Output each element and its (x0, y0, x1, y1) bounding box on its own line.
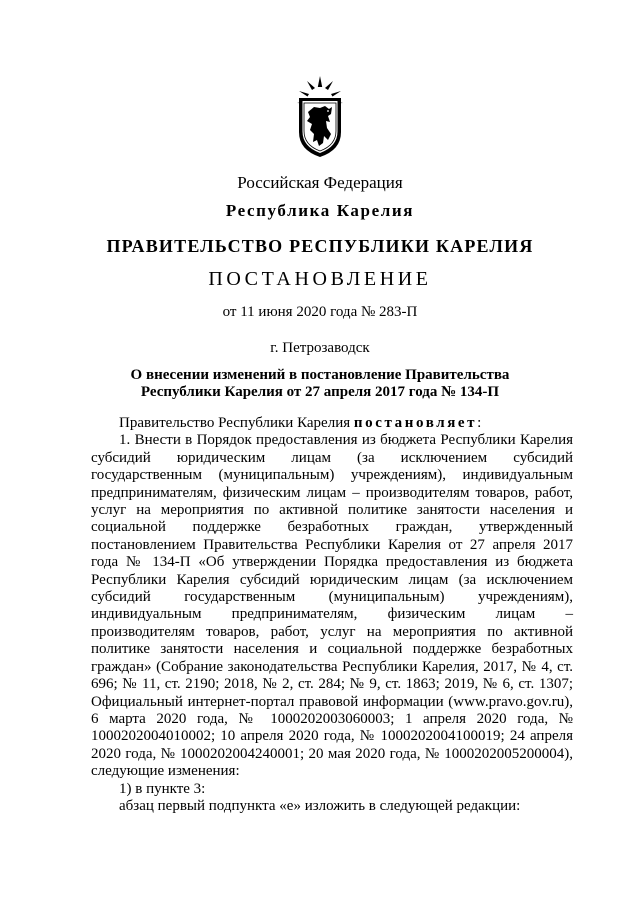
karelia-coat-of-arms-icon (295, 76, 345, 158)
document-type: ПОСТАНОВЛЕНИЕ (208, 268, 432, 290)
intro-lead: Правительство Республики Карелия (119, 415, 354, 431)
government-name: ПРАВИТЕЛЬСТВО РЕСПУБЛИКИ КАРЕЛИЯ (106, 236, 534, 256)
document-title (0, 367, 640, 401)
country-name: Российская Федерация (237, 173, 403, 192)
title-line-2: Республики Карелия от 27 апреля 2017 года № 134-П (140, 384, 500, 400)
republic-name: Республика Карелия (225, 201, 415, 220)
intro-colon: : (477, 415, 482, 431)
city: г. Петрозаводск (270, 340, 370, 356)
title-line-1: О внесении изменений в постановление Правительства (130, 367, 510, 383)
intro-verb: постановляет (353, 415, 478, 431)
intro-paragraph (91, 415, 573, 432)
date-and-number: от 11 июня 2020 года № 283-П (222, 304, 418, 320)
sub-item-2: абзац первый подпункта «е» изложить в следующей редакции: (119, 797, 521, 814)
document-body (91, 415, 573, 815)
sub-item-1: 1) в пункте 3: (119, 780, 206, 797)
item-1-paragraph: 1. Внести в Порядок предоставления из бюджета Республики Карелия субсидий юридическим лицам (за исключением субсидий государственным (муниципальным) учреждениям), индивидуальным предпринимателям, физическим лицам – производителям товаров, работ, услуг на мероприятия по активной политике занятости населения и социальной поддержке безработных граждан, утвержденный постановлением Правительства Республики Карелия от 27 апреля 2017 года № 134-П «Об утверждении Порядка предоставления из бюджета Республики Карелия субсидий юридическим лицам (за исключением субсидий государственным (муниципальным) учреждениям), индивидуальным предпринимателям, физическим лицам – производителям товаров, работ, услуг на мероприятия по активной политике занятости населения и социальной поддержке безработных граждан» (Собрание законодательства Республики Карелия, 2017, № 4, ст. 696; № 11, ст. 2190; 2018, № 2, ст. 284; № 9, ст. 1863; 2019, № 6, ст. 1307; Официальный интернет-портал правовой информации (www.pravo.gov.ru), 6 марта 2020 года, № 1000202003060003; 1 апреля 2020 года, № 1000202004010002; 10 апреля 2020 года, № 1000202004100019; 24 апреля 2020 года, № 1000202004240001; 20 мая 2020 года, № 1000202005200004), следующие изменения: (91, 432, 573, 780)
